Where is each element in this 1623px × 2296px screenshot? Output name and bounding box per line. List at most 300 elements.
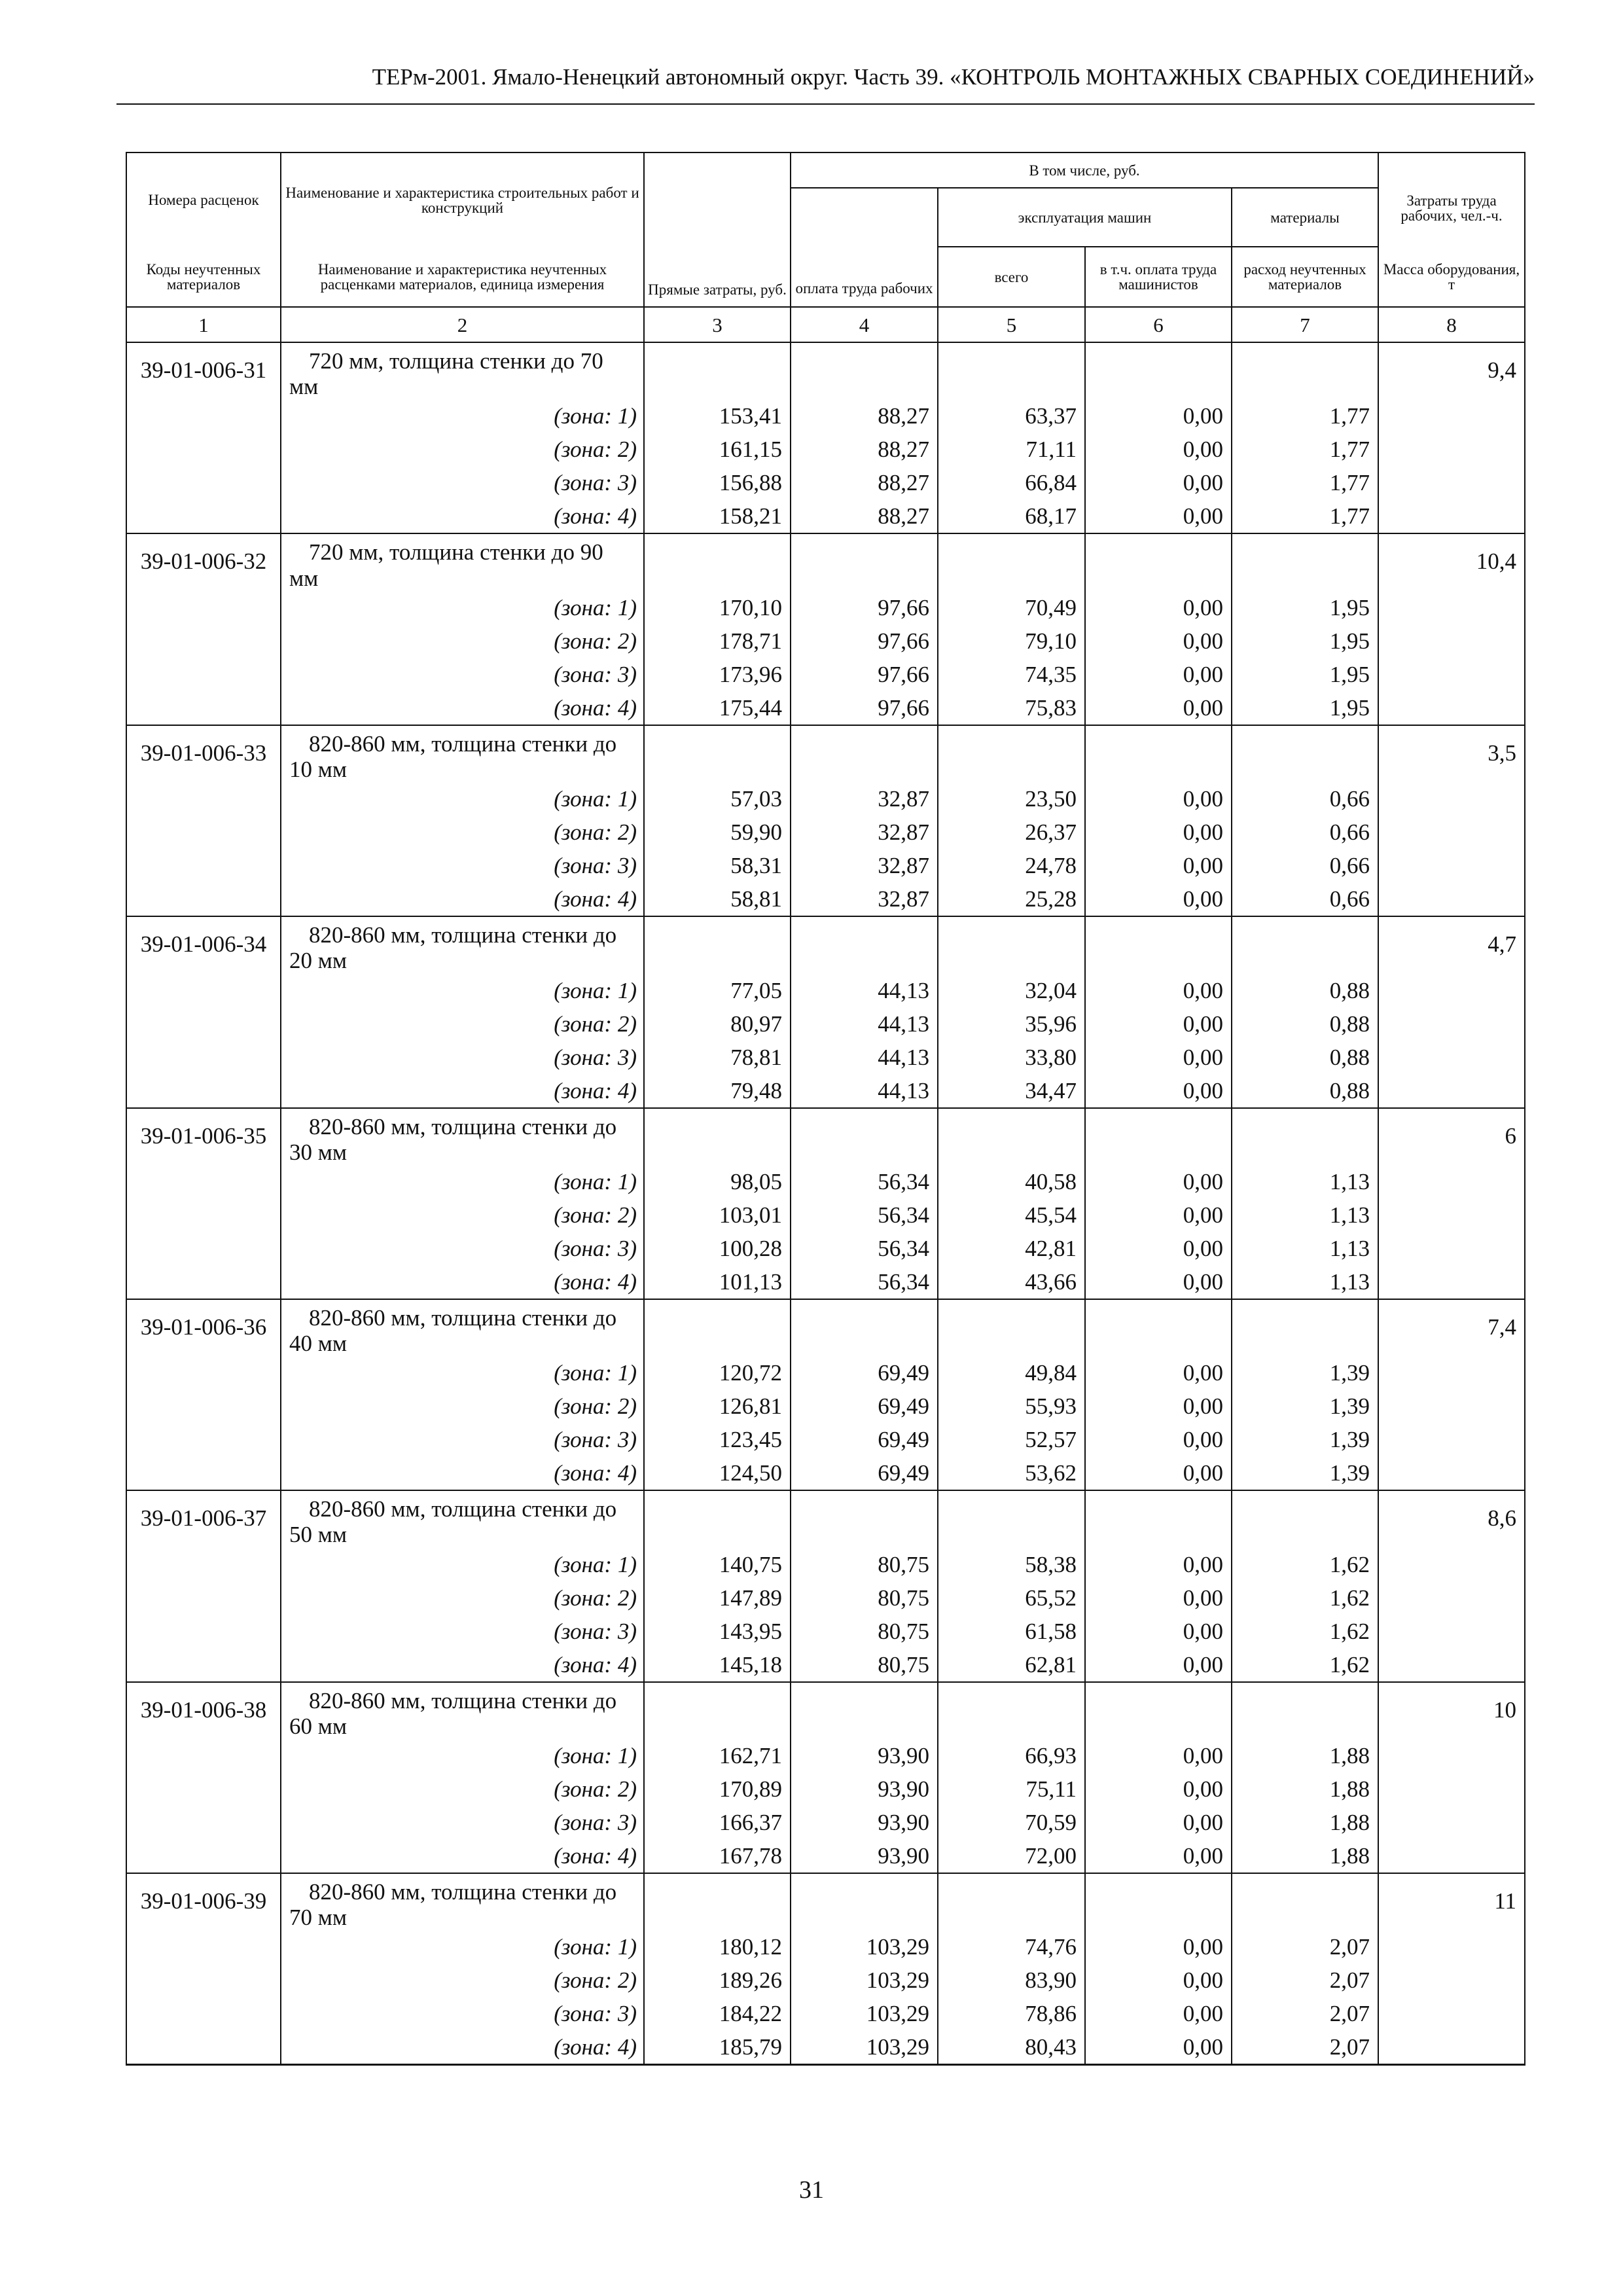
materials-value: 0,66 (1232, 816, 1378, 849)
materials-value: 1,39 (1232, 1390, 1378, 1423)
zone-label: (зона: 1) (281, 974, 644, 1007)
rate-group (126, 1682, 1525, 1739)
operator-pay-value: 0,00 (1085, 2030, 1232, 2065)
worker-pay-value: 56,34 (791, 1232, 938, 1265)
empty-cell (1085, 1682, 1232, 1739)
zone-label: (зона: 3) (281, 466, 644, 499)
zone-label: (зона: 1) (281, 1930, 644, 1964)
empty-cell (938, 533, 1085, 590)
empty-cell (1232, 725, 1378, 782)
direct-costs-value: 143,95 (644, 1615, 791, 1648)
operator-pay-value: 0,00 (1085, 1074, 1232, 1108)
empty-cell (938, 1873, 1085, 1930)
empty-cell (644, 1108, 791, 1165)
rate-description-line: 60 мм (289, 1713, 348, 1739)
zone-row (126, 882, 1525, 916)
empty-cell (1085, 1299, 1232, 1356)
zone-row (126, 1648, 1525, 1682)
direct-costs-value: 170,10 (644, 591, 791, 624)
direct-costs-value: 103,01 (644, 1198, 791, 1232)
column-number: 8 (1378, 307, 1525, 342)
header-machine-operation: эксплуатация машин (938, 188, 1232, 247)
empty-cell (644, 916, 791, 973)
zone-row (126, 849, 1525, 882)
zone-label: (зона: 4) (281, 1074, 644, 1108)
machines-total-value: 66,84 (938, 466, 1085, 499)
zone-row (126, 591, 1525, 624)
rate-group (126, 916, 1525, 973)
zone-row (126, 1356, 1525, 1390)
empty-cell (1232, 533, 1378, 590)
labor-costs-value: 11 (1378, 1873, 1525, 2065)
machines-total-value: 70,59 (938, 1806, 1085, 1839)
zone-row (126, 1964, 1525, 1997)
header-material-consumption: расход неучтенных материалов (1232, 247, 1378, 307)
direct-costs-value: 98,05 (644, 1165, 791, 1198)
zone-label: (зона: 2) (281, 1390, 644, 1423)
zone-label: (зона: 3) (281, 1041, 644, 1074)
machines-total-value: 68,17 (938, 499, 1085, 533)
direct-costs-value: 57,03 (644, 782, 791, 816)
worker-pay-value: 44,13 (791, 974, 938, 1007)
rate-code: 39-01-006-35 (126, 1108, 281, 1299)
operator-pay-value: 0,00 (1085, 433, 1232, 466)
zone-label: (зона: 4) (281, 1265, 644, 1299)
rate-description (281, 1108, 644, 1165)
worker-pay-value: 69,49 (791, 1456, 938, 1490)
direct-costs-value: 185,79 (644, 2030, 791, 2065)
labor-costs-value: 10,4 (1378, 533, 1525, 725)
direct-costs-value: 100,28 (644, 1232, 791, 1265)
materials-value: 1,88 (1232, 1806, 1378, 1839)
labor-costs-value: 4,7 (1378, 916, 1525, 1107)
worker-pay-value: 69,49 (791, 1356, 938, 1390)
machines-total-value: 32,04 (938, 974, 1085, 1007)
direct-costs-value: 58,31 (644, 849, 791, 882)
zone-label: (зона: 1) (281, 591, 644, 624)
machines-total-value: 75,11 (938, 1772, 1085, 1806)
direct-costs-value: 180,12 (644, 1930, 791, 1964)
machines-total-value: 24,78 (938, 849, 1085, 882)
direct-costs-value: 120,72 (644, 1356, 791, 1390)
materials-value: 1,95 (1232, 691, 1378, 725)
machines-total-value: 74,76 (938, 1930, 1085, 1964)
operator-pay-value: 0,00 (1085, 974, 1232, 1007)
rate-code: 39-01-006-34 (126, 916, 281, 1107)
machines-total-value: 35,96 (938, 1007, 1085, 1041)
operator-pay-value: 0,00 (1085, 1739, 1232, 1772)
rate-group (126, 1299, 1525, 1356)
rate-description-line: 50 мм (289, 1522, 348, 1548)
empty-cell (938, 916, 1085, 973)
machines-total-value: 43,66 (938, 1265, 1085, 1299)
operator-pay-value: 0,00 (1085, 1930, 1232, 1964)
rate-description (281, 1299, 644, 1356)
empty-cell (791, 1490, 938, 1547)
materials-value: 1,88 (1232, 1839, 1378, 1873)
rate-description-line: 820-860 мм, толщина стенки до (309, 922, 617, 948)
empty-cell (1232, 916, 1378, 973)
machines-total-value: 55,93 (938, 1390, 1085, 1423)
machines-total-value: 71,11 (938, 433, 1085, 466)
worker-pay-value: 97,66 (791, 691, 938, 725)
zone-row (126, 1265, 1525, 1299)
empty-cell (644, 533, 791, 590)
direct-costs-value: 145,18 (644, 1648, 791, 1682)
zone-label: (зона: 1) (281, 1356, 644, 1390)
zone-row (126, 624, 1525, 658)
empty-cell (644, 725, 791, 782)
empty-cell (644, 1682, 791, 1739)
column-numbers-row (126, 307, 1525, 342)
rate-group (126, 533, 1525, 590)
materials-value: 2,07 (1232, 2030, 1378, 2065)
column-number: 6 (1085, 307, 1232, 342)
operator-pay-value: 0,00 (1085, 1456, 1232, 1490)
header-direct-costs: Прямые затраты, руб. (644, 152, 791, 307)
materials-value: 1,77 (1232, 433, 1378, 466)
header-machines-total: всего (938, 247, 1085, 307)
materials-value: 1,13 (1232, 1165, 1378, 1198)
empty-cell (791, 1873, 938, 1930)
materials-value: 1,39 (1232, 1356, 1378, 1390)
worker-pay-value: 80,75 (791, 1615, 938, 1648)
empty-cell (1232, 1108, 1378, 1165)
zone-row (126, 691, 1525, 725)
direct-costs-value: 140,75 (644, 1548, 791, 1581)
materials-value: 0,66 (1232, 849, 1378, 882)
rate-description-line: 820-860 мм, толщина стенки до (309, 730, 617, 757)
empty-cell (1085, 916, 1232, 973)
worker-pay-value: 93,90 (791, 1839, 938, 1873)
machines-total-value: 78,86 (938, 1997, 1085, 2030)
worker-pay-value: 103,29 (791, 2030, 938, 2065)
direct-costs-value: 184,22 (644, 1997, 791, 2030)
rate-description-line: 10 мм (289, 756, 348, 782)
worker-pay-value: 32,87 (791, 882, 938, 916)
rate-description (281, 1682, 644, 1739)
rate-group (126, 1490, 1525, 1547)
empty-cell (791, 1299, 938, 1356)
machines-total-value: 25,28 (938, 882, 1085, 916)
page-number: 31 (799, 2176, 824, 2204)
zone-row (126, 1165, 1525, 1198)
header-rule (116, 103, 1535, 105)
machines-total-value: 45,54 (938, 1198, 1085, 1232)
zone-label: (зона: 3) (281, 1615, 644, 1648)
direct-costs-value: 101,13 (644, 1265, 791, 1299)
column-number: 2 (281, 307, 644, 342)
zone-label: (зона: 4) (281, 691, 644, 725)
worker-pay-value: 103,29 (791, 1964, 938, 1997)
direct-costs-value: 189,26 (644, 1964, 791, 1997)
rate-description-line: 720 мм, толщина стенки до 90 (309, 539, 603, 565)
direct-costs-value: 123,45 (644, 1423, 791, 1456)
materials-value: 1,77 (1232, 499, 1378, 533)
rate-description-line: 40 мм (289, 1331, 348, 1357)
header-labor-costs: Затраты труда рабочих, чел.-ч. (1378, 152, 1525, 247)
rate-code: 39-01-006-37 (126, 1490, 281, 1681)
zone-row (126, 399, 1525, 433)
rate-group (126, 725, 1525, 782)
zone-label: (зона: 3) (281, 658, 644, 691)
zone-label: (зона: 4) (281, 1839, 644, 1873)
zone-label: (зона: 4) (281, 882, 644, 916)
zone-label: (зона: 1) (281, 1548, 644, 1581)
empty-cell (938, 342, 1085, 399)
rate-description-line: 720 мм, толщина стенки до 70 (309, 348, 603, 374)
empty-cell (938, 1682, 1085, 1739)
empty-cell (644, 1299, 791, 1356)
operator-pay-value: 0,00 (1085, 816, 1232, 849)
zone-row (126, 1615, 1525, 1648)
machines-total-value: 72,00 (938, 1839, 1085, 1873)
operator-pay-value: 0,00 (1085, 1772, 1232, 1806)
machines-total-value: 26,37 (938, 816, 1085, 849)
empty-cell (644, 342, 791, 399)
direct-costs-value: 147,89 (644, 1581, 791, 1615)
header-worker-pay: оплата труда рабочих (791, 188, 938, 307)
operator-pay-value: 0,00 (1085, 1165, 1232, 1198)
materials-value: 1,62 (1232, 1548, 1378, 1581)
worker-pay-value: 44,13 (791, 1074, 938, 1108)
machines-total-value: 63,37 (938, 399, 1085, 433)
zone-label: (зона: 2) (281, 1581, 644, 1615)
worker-pay-value: 80,75 (791, 1648, 938, 1682)
machines-total-value: 62,81 (938, 1648, 1085, 1682)
worker-pay-value: 93,90 (791, 1806, 938, 1839)
machines-total-value: 53,62 (938, 1456, 1085, 1490)
materials-value: 1,13 (1232, 1232, 1378, 1265)
zone-label: (зона: 3) (281, 1232, 644, 1265)
zone-label: (зона: 4) (281, 499, 644, 533)
zone-label: (зона: 1) (281, 1739, 644, 1772)
worker-pay-value: 32,87 (791, 849, 938, 882)
operator-pay-value: 0,00 (1085, 466, 1232, 499)
zone-row (126, 1548, 1525, 1581)
zone-label: (зона: 4) (281, 1648, 644, 1682)
worker-pay-value: 103,29 (791, 1930, 938, 1964)
operator-pay-value: 0,00 (1085, 1356, 1232, 1390)
direct-costs-value: 124,50 (644, 1456, 791, 1490)
worker-pay-value: 56,34 (791, 1165, 938, 1198)
worker-pay-value: 97,66 (791, 624, 938, 658)
materials-value: 0,88 (1232, 1074, 1378, 1108)
materials-value: 1,39 (1232, 1423, 1378, 1456)
empty-cell (938, 725, 1085, 782)
zone-row (126, 1232, 1525, 1265)
zone-row (126, 1007, 1525, 1041)
zone-row (126, 499, 1525, 533)
header-material-name: Наименование и характеристика неучтенных расценками материалов, единица измерения (281, 247, 644, 307)
rate-group (126, 342, 1525, 399)
direct-costs-value: 156,88 (644, 466, 791, 499)
operator-pay-value: 0,00 (1085, 1265, 1232, 1299)
empty-cell (644, 1490, 791, 1547)
materials-value: 2,07 (1232, 1964, 1378, 1997)
direct-costs-value: 79,48 (644, 1074, 791, 1108)
machines-total-value: 75,83 (938, 691, 1085, 725)
machines-total-value: 33,80 (938, 1041, 1085, 1074)
direct-costs-value: 161,15 (644, 433, 791, 466)
empty-cell (1085, 342, 1232, 399)
materials-value: 0,66 (1232, 882, 1378, 916)
worker-pay-value: 88,27 (791, 399, 938, 433)
machines-total-value: 80,43 (938, 2030, 1085, 2065)
rate-code: 39-01-006-38 (126, 1682, 281, 1873)
worker-pay-value: 97,66 (791, 658, 938, 691)
direct-costs-value: 126,81 (644, 1390, 791, 1423)
machines-total-value: 83,90 (938, 1964, 1085, 1997)
header-operator-pay: в т.ч. оплата труда машинистов (1085, 247, 1232, 307)
rate-code: 39-01-006-31 (126, 342, 281, 533)
direct-costs-value: 173,96 (644, 658, 791, 691)
column-number: 4 (791, 307, 938, 342)
zone-row (126, 1041, 1525, 1074)
direct-costs-value: 59,90 (644, 816, 791, 849)
zone-label: (зона: 3) (281, 1423, 644, 1456)
machines-total-value: 49,84 (938, 1356, 1085, 1390)
machines-total-value: 79,10 (938, 624, 1085, 658)
empty-cell (1085, 533, 1232, 590)
worker-pay-value: 103,29 (791, 1997, 938, 2030)
worker-pay-value: 93,90 (791, 1772, 938, 1806)
rate-code: 39-01-006-39 (126, 1873, 281, 2065)
materials-value: 0,88 (1232, 974, 1378, 1007)
worker-pay-value: 69,49 (791, 1423, 938, 1456)
operator-pay-value: 0,00 (1085, 1648, 1232, 1682)
zone-row (126, 1839, 1525, 1873)
zone-label: (зона: 2) (281, 816, 644, 849)
zone-label: (зона: 1) (281, 1165, 644, 1198)
worker-pay-value: 88,27 (791, 499, 938, 533)
worker-pay-value: 80,75 (791, 1581, 938, 1615)
zone-row (126, 1456, 1525, 1490)
empty-cell (1232, 1299, 1378, 1356)
zone-row (126, 1739, 1525, 1772)
column-number: 7 (1232, 307, 1378, 342)
materials-value: 1,95 (1232, 624, 1378, 658)
zone-label: (зона: 2) (281, 1964, 644, 1997)
rate-description-line: 820-860 мм, толщина стенки до (309, 1113, 617, 1139)
materials-value: 0,66 (1232, 782, 1378, 816)
operator-pay-value: 0,00 (1085, 1615, 1232, 1648)
operator-pay-value: 0,00 (1085, 1997, 1232, 2030)
rate-description-line: 820-860 мм, толщина стенки до (309, 1879, 617, 1905)
rate-description-line: 820-860 мм, толщина стенки до (309, 1304, 617, 1331)
rate-description-line: 70 мм (289, 1905, 348, 1931)
rate-code: 39-01-006-36 (126, 1299, 281, 1490)
machines-total-value: 70,49 (938, 591, 1085, 624)
materials-value: 2,07 (1232, 1930, 1378, 1964)
table-body (126, 342, 1525, 2065)
zone-label: (зона: 3) (281, 849, 644, 882)
direct-costs-value: 80,97 (644, 1007, 791, 1041)
worker-pay-value: 56,34 (791, 1265, 938, 1299)
empty-cell (791, 916, 938, 973)
worker-pay-value: 32,87 (791, 782, 938, 816)
worker-pay-value: 93,90 (791, 1739, 938, 1772)
zone-row (126, 658, 1525, 691)
zone-row (126, 816, 1525, 849)
materials-value: 2,07 (1232, 1997, 1378, 2030)
rate-description (281, 1490, 644, 1547)
worker-pay-value: 80,75 (791, 1548, 938, 1581)
machines-total-value: 52,57 (938, 1423, 1085, 1456)
worker-pay-value: 88,27 (791, 433, 938, 466)
rate-description (281, 533, 644, 590)
rate-code: 39-01-006-32 (126, 533, 281, 725)
worker-pay-value: 88,27 (791, 466, 938, 499)
labor-costs-value: 10 (1378, 1682, 1525, 1873)
operator-pay-value: 0,00 (1085, 399, 1232, 433)
worker-pay-value: 69,49 (791, 1390, 938, 1423)
materials-value: 1,13 (1232, 1198, 1378, 1232)
materials-value: 1,62 (1232, 1581, 1378, 1615)
header-equipment-mass: Масса оборудования, т (1378, 247, 1525, 307)
operator-pay-value: 0,00 (1085, 1581, 1232, 1615)
zone-label: (зона: 1) (281, 399, 644, 433)
zone-label: (зона: 2) (281, 624, 644, 658)
materials-value: 1,77 (1232, 399, 1378, 433)
labor-costs-value: 9,4 (1378, 342, 1525, 533)
rate-description (281, 342, 644, 399)
empty-cell (1085, 1108, 1232, 1165)
zone-label: (зона: 3) (281, 1997, 644, 2030)
worker-pay-value: 97,66 (791, 591, 938, 624)
direct-costs-value: 158,21 (644, 499, 791, 533)
machines-total-value: 40,58 (938, 1165, 1085, 1198)
zone-row (126, 1074, 1525, 1108)
zone-row (126, 466, 1525, 499)
operator-pay-value: 0,00 (1085, 591, 1232, 624)
operator-pay-value: 0,00 (1085, 1198, 1232, 1232)
zone-row (126, 2030, 1525, 2065)
header-rate-numbers: Номера расценок (126, 152, 281, 247)
machines-total-value: 34,47 (938, 1074, 1085, 1108)
operator-pay-value: 0,00 (1085, 1548, 1232, 1581)
operator-pay-value: 0,00 (1085, 1839, 1232, 1873)
labor-costs-value: 3,5 (1378, 725, 1525, 916)
rates-table (126, 152, 1525, 2066)
table-header (126, 152, 1525, 342)
operator-pay-value: 0,00 (1085, 1423, 1232, 1456)
empty-cell (938, 1299, 1085, 1356)
zone-row (126, 1930, 1525, 1964)
zone-label: (зона: 1) (281, 782, 644, 816)
materials-value: 1,95 (1232, 591, 1378, 624)
operator-pay-value: 0,00 (1085, 1041, 1232, 1074)
materials-value: 1,62 (1232, 1615, 1378, 1648)
materials-value: 0,88 (1232, 1007, 1378, 1041)
empty-cell (644, 1873, 791, 1930)
machines-total-value: 42,81 (938, 1232, 1085, 1265)
zone-label: (зона: 4) (281, 1456, 644, 1490)
materials-value: 1,62 (1232, 1648, 1378, 1682)
materials-value: 1,88 (1232, 1739, 1378, 1772)
empty-cell (1232, 1873, 1378, 1930)
machines-total-value: 74,35 (938, 658, 1085, 691)
zone-row (126, 1772, 1525, 1806)
zone-label: (зона: 2) (281, 1772, 644, 1806)
running-header: ТЕРм-2001. Ямало-Ненецкий автономный округ. Часть 39. «КОНТРОЛЬ МОНТАЖНЫХ СВАРНЫХ СОЕДИНЕНИЙ» (372, 64, 1535, 90)
direct-costs-value: 178,71 (644, 624, 791, 658)
zone-label: (зона: 2) (281, 1198, 644, 1232)
operator-pay-value: 0,00 (1085, 782, 1232, 816)
direct-costs-value: 167,78 (644, 1839, 791, 1873)
empty-cell (1085, 725, 1232, 782)
materials-value: 1,88 (1232, 1772, 1378, 1806)
